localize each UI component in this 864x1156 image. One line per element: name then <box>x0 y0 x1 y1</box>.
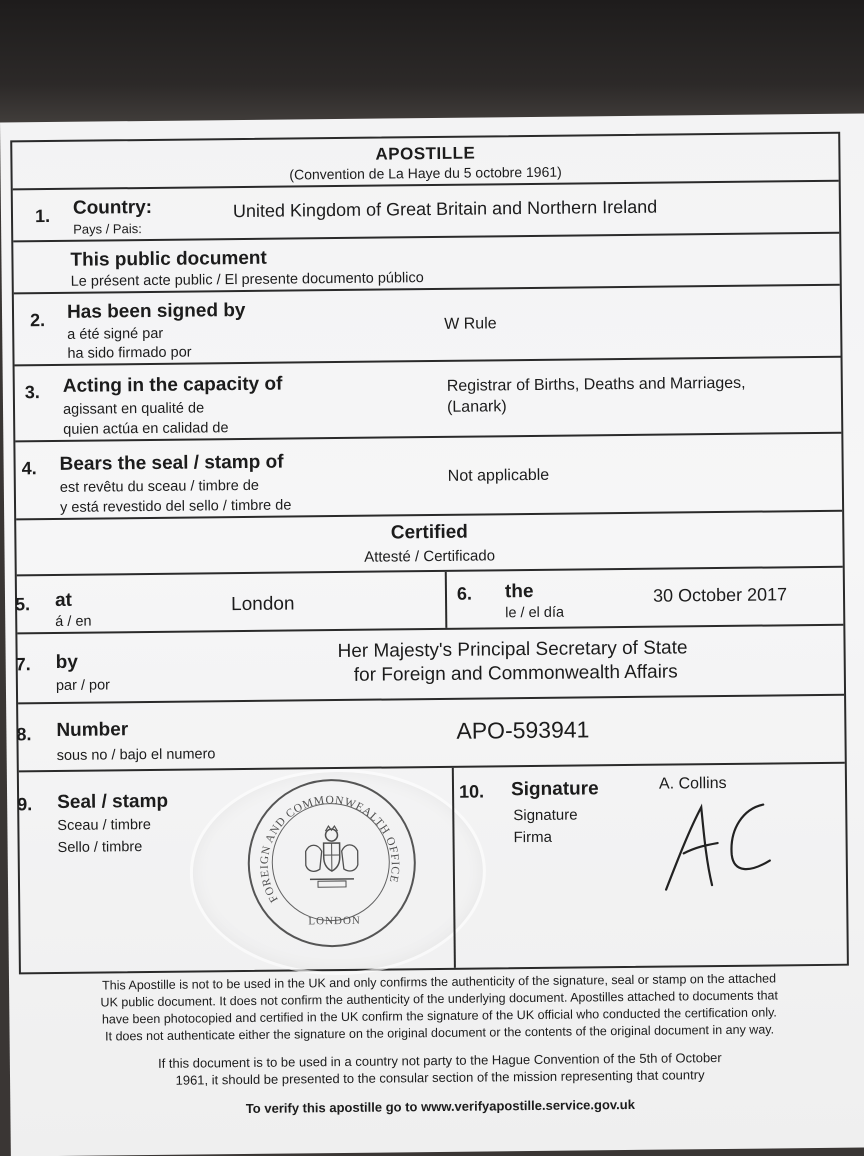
field-number: 7. <box>15 654 31 675</box>
field-number: 1. <box>34 206 51 227</box>
country-row <box>13 182 839 243</box>
signature-sublabel-es: Firma <box>513 828 552 847</box>
hague-notice-line: If this document is to be used in a country not party to the Hague Convention of the 5th of October <box>157 1050 722 1071</box>
seal-ring-label: FOREIGN AND COMMONWEALTH OFFICE <box>258 794 401 905</box>
capacity-sublabel-fr: agissant en qualité de <box>62 400 205 418</box>
public-document-label: This public document <box>70 247 267 271</box>
field-number: 10. <box>458 781 485 802</box>
certified-label: Certified <box>390 521 468 544</box>
seal-signature-row <box>19 764 847 973</box>
seal-stamp-sublabel-fr: Sceau / timbre <box>57 816 151 834</box>
seal-of-value: Not applicable <box>447 466 550 485</box>
certified-row <box>16 512 843 577</box>
royal-coat-of-arms-icon <box>291 821 372 902</box>
public-document-sublabel: Le présent acte public / El presente documento público <box>70 270 424 290</box>
disclaimer-line: have been photocopied and certified in the UK confirm the signature of the UK official who conducted the certification only. <box>101 1005 777 1027</box>
seal-of-row <box>15 434 842 521</box>
hague-notice-line: 1961, it should be presented to the consular section of the mission representing that country <box>175 1067 705 1088</box>
capacity-value-line1: Registrar of Births, Deaths and Marriages, <box>446 374 746 395</box>
field-number: 9. <box>17 794 33 815</box>
seal-of-sublabel-es: y está revestido del sello / timbre de <box>59 497 292 516</box>
field-number: 4. <box>21 458 37 479</box>
verify-link[interactable]: To verify this apostille go to www.verifyapostille.service.gov.uk <box>245 1096 635 1117</box>
seal-stamp-label: Seal / stamp <box>57 790 169 813</box>
signature-sublabel-fr: Signature <box>513 806 578 825</box>
country-label: Country: <box>72 196 153 219</box>
handwritten-signature <box>659 798 780 899</box>
by-label: by <box>55 651 78 673</box>
signed-by-sublabel-es: ha sido firmado por <box>67 344 192 362</box>
field-number: 5. <box>14 594 31 615</box>
date-label: the <box>504 580 534 603</box>
by-value-line1: Her Majesty's Principal Secretary of State <box>337 637 688 663</box>
number-value: APO-593941 <box>456 716 590 744</box>
disclaimer-line: It does not authenticate either the signature on the original document or the contents of the original document in any way. <box>105 1022 775 1044</box>
public-document-row <box>13 234 839 295</box>
disclaimer-line: UK public document. It does not confirm the authenticity of the underlying document. Apostilles attached to documents that <box>100 988 779 1010</box>
seal-bottom-text: LONDON <box>308 914 361 928</box>
header-row <box>12 134 838 191</box>
signed-by-row <box>14 286 841 367</box>
number-sublabel: sous no / bajo el numero <box>56 746 216 764</box>
number-row <box>18 696 845 773</box>
country-sublabel: Pays / Pais: <box>73 221 142 237</box>
certified-sublabel: Attesté / Certificado <box>364 547 496 566</box>
apostille-subtitle: (Convention de La Haye du 5 octobre 1961) <box>289 163 562 183</box>
date-sublabel: le / el día <box>505 604 565 622</box>
field-number: 8. <box>16 724 32 745</box>
capacity-value-line2: (Lanark) <box>446 398 507 416</box>
place-label: at <box>54 589 73 611</box>
number-label: Number <box>56 719 129 741</box>
capacity-sublabel-es: quien actúa en calidad de <box>63 420 229 438</box>
place-value: London <box>230 593 295 616</box>
field-number: 2. <box>29 310 46 331</box>
place-sublabel: á / en <box>55 613 92 630</box>
apostille-title: APOSTILLE <box>375 143 476 164</box>
by-sublabel: par / por <box>55 677 111 694</box>
capacity-label: Acting in the capacity of <box>62 373 283 397</box>
seal-stamp-sublabel-es: Sello / timbre <box>57 839 143 856</box>
signed-by-value: W Rule <box>444 315 497 333</box>
hague-notice <box>60 1048 820 1090</box>
signed-by-label: Has been signed by <box>66 299 246 323</box>
country-value: United Kingdom of Great Britain and Northern Ireland <box>232 196 658 222</box>
field-number: 6. <box>456 583 473 604</box>
disclaimer-text <box>59 970 820 1046</box>
capacity-row <box>15 358 842 443</box>
apostille-document <box>0 113 864 1156</box>
field-number: 3. <box>24 382 40 403</box>
place-date-row <box>14 568 844 635</box>
date-value: 30 October 2017 <box>652 584 788 606</box>
signatory-name: A. Collins <box>658 774 727 793</box>
column-divider <box>445 572 448 628</box>
disclaimer-line: This Apostille is not to be used in the UK and only confirms the authenticity of the signature, seal or stamp on the attached <box>101 971 777 993</box>
apostille-form <box>10 132 849 975</box>
foreign-office-seal <box>247 778 417 948</box>
by-value-line2: for Foreign and Commonwealth Affairs <box>353 661 678 686</box>
seal-of-label: Bears the seal / stamp of <box>59 451 284 475</box>
by-row <box>17 626 844 705</box>
signature-label: Signature <box>510 778 599 801</box>
signed-by-sublabel-fr: a été signé par <box>67 325 164 343</box>
seal-of-sublabel-fr: est revêtu du sceau / timbre de <box>59 477 260 496</box>
